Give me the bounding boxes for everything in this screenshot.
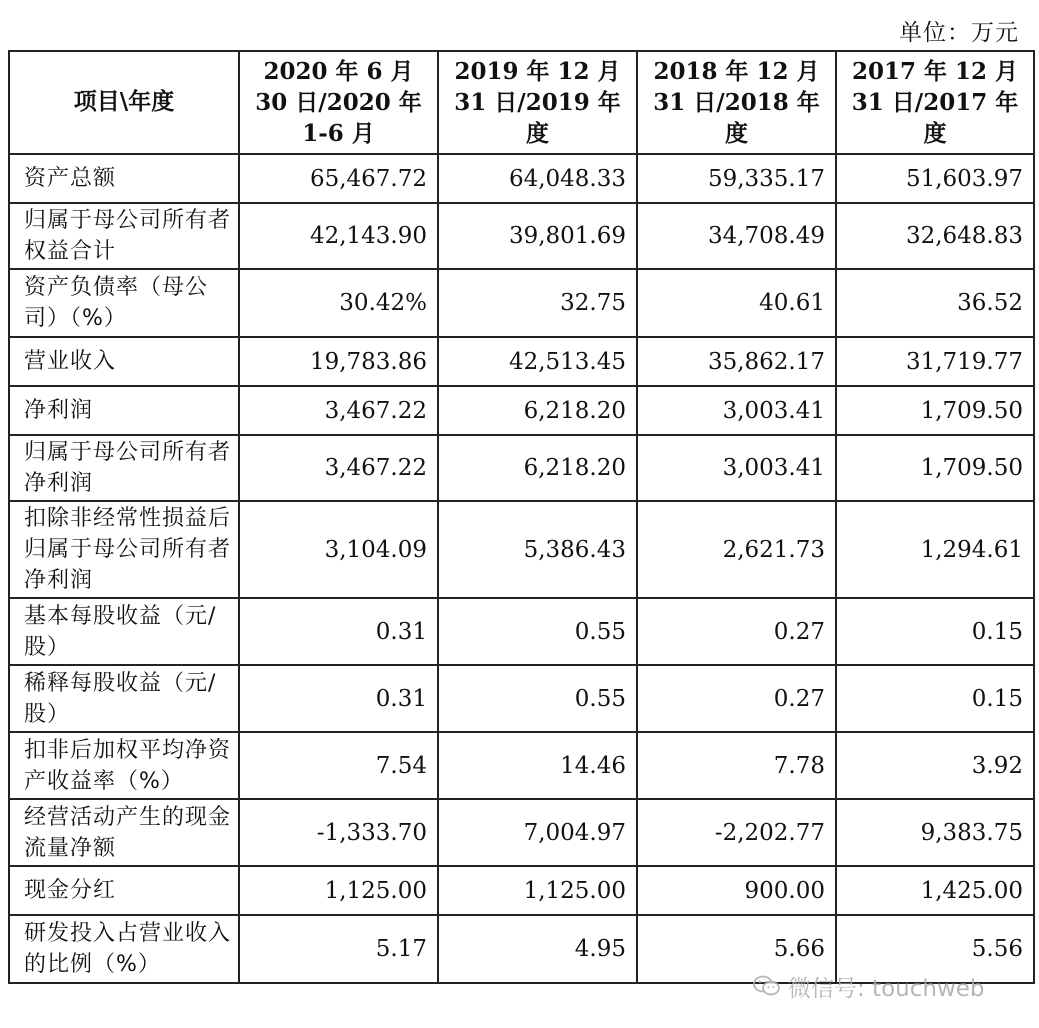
unit-label: 单位：万元: [899, 20, 1019, 46]
value-cell: 7.54: [239, 732, 438, 799]
value-cell: 34,708.49: [637, 203, 836, 269]
value-cell: 30.42%: [239, 269, 438, 337]
value-cell: 0.55: [438, 598, 637, 665]
value-cell: 3,467.22: [239, 435, 438, 501]
value-cell: 42,143.90: [239, 203, 438, 269]
column-header: 2018 年 12 月 31 日/2018 年度: [637, 51, 836, 154]
row-label: 资产总额: [9, 154, 239, 203]
value-cell: 19,783.86: [239, 337, 438, 386]
value-cell: -1,333.70: [239, 799, 438, 866]
value-cell: 14.46: [438, 732, 637, 799]
value-cell: 0.27: [637, 665, 836, 732]
value-cell: 1,709.50: [836, 386, 1034, 435]
value-cell: 0.55: [438, 665, 637, 732]
row-label: 现金分红: [9, 866, 239, 915]
value-cell: 7.78: [637, 732, 836, 799]
value-cell: 1,294.61: [836, 501, 1034, 598]
table-row: [9, 337, 1034, 386]
value-cell: 7,004.97: [438, 799, 637, 866]
value-cell: 5.66: [637, 915, 836, 983]
value-cell: 40.61: [637, 269, 836, 337]
watermark: [752, 966, 985, 1006]
value-cell: 6,218.20: [438, 435, 637, 501]
value-cell: 5.17: [239, 915, 438, 983]
column-header: 项目\年度: [9, 51, 239, 154]
value-cell: 1,125.00: [438, 866, 637, 915]
column-header: 2017 年 12 月 31 日/2017 年度: [836, 51, 1034, 154]
table-row: [9, 269, 1034, 337]
row-label: 扣非后加权平均净资产收益率（%）: [9, 732, 239, 799]
row-label: 营业收入: [9, 337, 239, 386]
row-label: 经营活动产生的现金流量净额: [9, 799, 239, 866]
value-cell: 5,386.43: [438, 501, 637, 598]
row-label: 归属于母公司所有者权益合计: [9, 203, 239, 269]
value-cell: 32.75: [438, 269, 637, 337]
row-label: 归属于母公司所有者净利润: [9, 435, 239, 501]
table-row: [9, 501, 1034, 598]
value-cell: 3.92: [836, 732, 1034, 799]
financial-table: [8, 50, 1035, 984]
row-label: 净利润: [9, 386, 239, 435]
wechat-icon: [752, 974, 782, 998]
value-cell: 1,709.50: [836, 435, 1034, 501]
value-cell: 0.15: [836, 665, 1034, 732]
value-cell: 31,719.77: [836, 337, 1034, 386]
value-cell: 0.31: [239, 598, 438, 665]
value-cell: 3,003.41: [637, 386, 836, 435]
value-cell: 3,003.41: [637, 435, 836, 501]
table-row: [9, 866, 1034, 915]
value-cell: 0.27: [637, 598, 836, 665]
value-cell: 9,383.75: [836, 799, 1034, 866]
value-cell: 59,335.17: [637, 154, 836, 203]
table-row: [9, 732, 1034, 799]
column-header: 2019 年 12 月 31 日/2019 年度: [438, 51, 637, 154]
value-cell: 4.95: [438, 915, 637, 983]
row-label: 扣除非经常性损益后归属于母公司所有者净利润: [9, 501, 239, 598]
table-row: [9, 386, 1034, 435]
value-cell: 64,048.33: [438, 154, 637, 203]
value-cell: 65,467.72: [239, 154, 438, 203]
value-cell: 36.52: [836, 269, 1034, 337]
value-cell: 1,125.00: [239, 866, 438, 915]
row-label: 稀释每股收益（元/股）: [9, 665, 239, 732]
value-cell: 51,603.97: [836, 154, 1034, 203]
row-label: 资产负债率（母公司）（%）: [9, 269, 239, 337]
value-cell: 5.56: [836, 915, 1034, 983]
value-cell: 900.00: [637, 866, 836, 915]
value-cell: 2,621.73: [637, 501, 836, 598]
table-row: [9, 799, 1034, 866]
table-row: [9, 203, 1034, 269]
value-cell: -2,202.77: [637, 799, 836, 866]
value-cell: 35,862.17: [637, 337, 836, 386]
value-cell: 6,218.20: [438, 386, 637, 435]
value-cell: 32,648.83: [836, 203, 1034, 269]
value-cell: 39,801.69: [438, 203, 637, 269]
table-row: [9, 154, 1034, 203]
watermark-text: 微信号: touchweb: [788, 975, 985, 1002]
value-cell: 42,513.45: [438, 337, 637, 386]
row-label: 基本每股收益（元/股）: [9, 598, 239, 665]
table-header-row: [9, 51, 1034, 154]
value-cell: 3,104.09: [239, 501, 438, 598]
value-cell: 3,467.22: [239, 386, 438, 435]
column-header: 2020 年 6 月 30 日/2020 年 1-6 月: [239, 51, 438, 154]
table-row: [9, 435, 1034, 501]
value-cell: 0.15: [836, 598, 1034, 665]
table-row: [9, 598, 1034, 665]
value-cell: 0.31: [239, 665, 438, 732]
table-row: [9, 665, 1034, 732]
row-label: 研发投入占营业收入的比例（%）: [9, 915, 239, 983]
value-cell: 1,425.00: [836, 866, 1034, 915]
